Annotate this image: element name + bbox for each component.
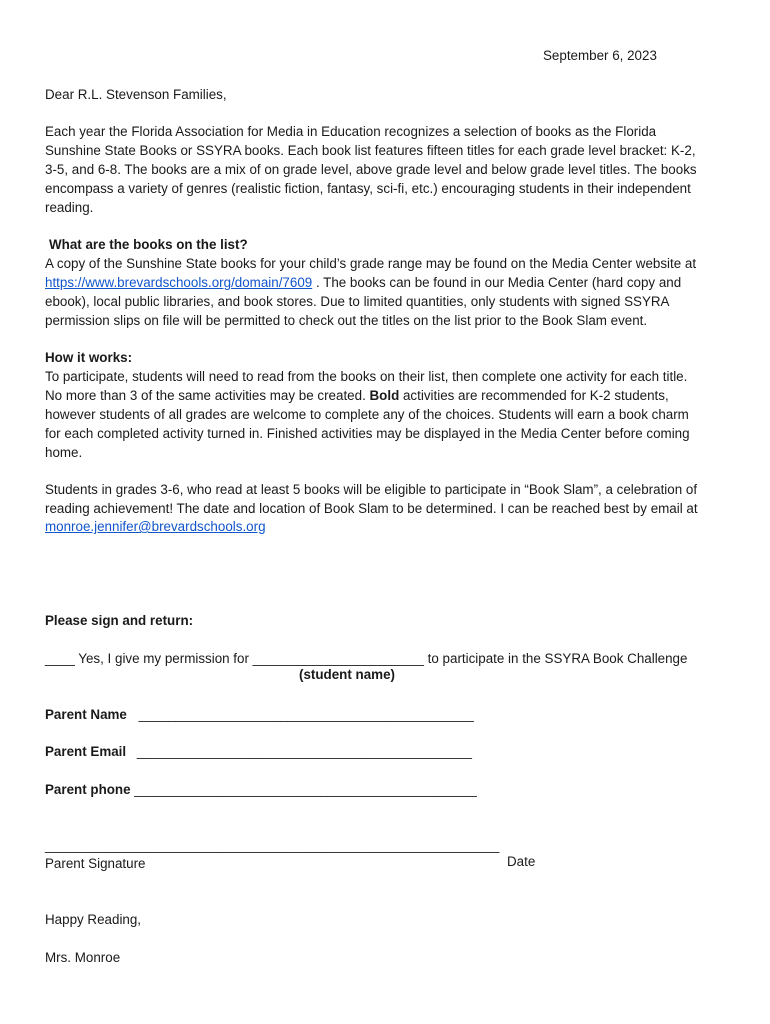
greeting: Dear R.L. Stevenson Families, — [45, 87, 227, 102]
how-line-text: No more than 3 of the same activities may be created. — [45, 388, 370, 403]
parent-email-field[interactable]: _____________________________________________ — [136, 744, 472, 759]
parent-email-label: Parent Email — [45, 744, 127, 759]
intro-line: 3-5, and 6-8. The books are a mix of on grade level, above grade level and below grade level titles. The books — [45, 162, 697, 177]
slam-line: reading achievement! The date and location of Book Slam to be determined. I can be reached best by email at — [45, 501, 698, 516]
email-link[interactable]: monroe.jennifer@brevardschools.org — [45, 519, 266, 534]
bold-word: Bold — [369, 388, 400, 403]
closing: Happy Reading, — [45, 912, 142, 927]
parent-phone-row — [45, 780, 477, 799]
books-line — [45, 273, 681, 292]
intro-line: Each year the Florida Association for Media in Education recognizes a selection of books as the Florida — [45, 124, 657, 139]
student-name-label: (student name) — [299, 667, 395, 682]
how-line-text: activities are recommended for K-2 students, — [399, 388, 669, 403]
parent-email-row — [45, 742, 472, 761]
how-line: To participate, students will need to read from the books on their list, then complete one activity for each title. — [45, 369, 688, 384]
permission-line[interactable]: ____ Yes, I give my permission for _______________________ to participate in the SSYRA Book Challenge — [45, 651, 688, 666]
books-line: A copy of the Sunshine State books for your child’s grade range may be found on the Media Center website at — [45, 256, 697, 271]
books-line: ebook), local public libraries, and book stores. Due to limited quantities, only students with signed SSYRA — [45, 294, 670, 309]
how-line — [45, 386, 669, 405]
books-line-text: . The books can be found in our Media Center (hard copy and — [312, 275, 682, 290]
letter-date: September 6, 2023 — [543, 48, 657, 63]
signoff: Mrs. Monroe — [45, 950, 121, 965]
parent-name-row — [45, 705, 474, 724]
books-heading: What are the books on the list? — [49, 237, 248, 252]
parent-name-label: Parent Name — [45, 707, 127, 722]
intro-line: encompass a variety of genres (realistic fiction, fantasy, sci-fi, etc.) encouraging students in their independent — [45, 181, 691, 196]
intro-line: reading. — [45, 200, 94, 215]
slam-line — [45, 517, 266, 536]
parent-phone-label: Parent phone — [45, 782, 131, 797]
media-center-link[interactable]: https://www.brevardschools.org/domain/7609 — [45, 275, 313, 290]
parent-phone-field[interactable]: ______________________________________________ — [134, 782, 477, 797]
date-label: Date — [507, 854, 536, 869]
intro-line: Sunshine State Books or SSYRA books. Each book list features fifteen titles for each grade level bracket: K-2, — [45, 143, 696, 158]
form-heading: Please sign and return: — [45, 613, 194, 628]
how-line: for each completed activity turned in. Finished activities may be displayed in the Media Center before coming — [45, 426, 690, 441]
slam-line: Students in grades 3-6, who read at least 5 books will be eligible to participate in “Book Slam”, a celebration of — [45, 482, 698, 497]
books-line: permission slips on file will be permitted to check out the titles on the list prior to the Book Slam event. — [45, 313, 648, 328]
how-line: home. — [45, 445, 83, 460]
parent-name-field[interactable]: _____________________________________________ — [138, 707, 474, 722]
signature-label: Parent Signature — [45, 856, 146, 871]
how-heading: How it works: — [45, 350, 133, 365]
how-line: however students of all grades are welcome to complete any of the choices. Students will earn a book charm — [45, 407, 689, 422]
signature-line[interactable]: _____________________________________________________________ — [45, 838, 500, 853]
